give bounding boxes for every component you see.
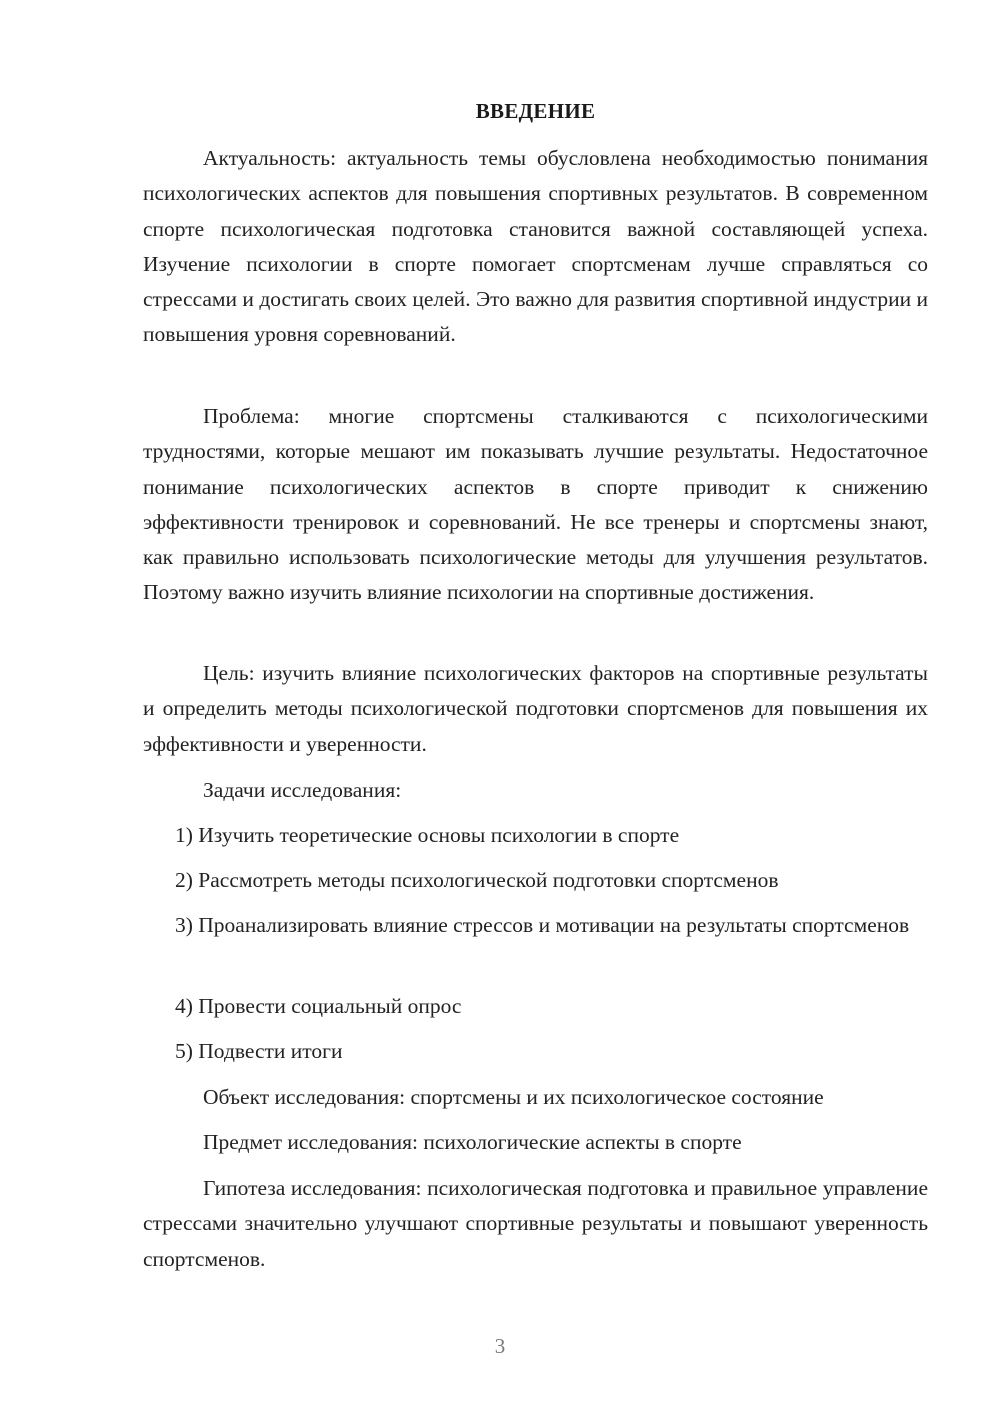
relevance-paragraph: Актуальность: актуальность темы обусловлена необходимостью понимания психологических аспектов для повышения спортивных результатов. В современном спорте психологическая подготовка становится важной составляющей успеха. Изучение психологии в спорте помогает спортсменам лучше справляться со стрессами и достигать своих целей. Это важно для развития спортивной индустрии и повышения уровня соревнований.: [143, 146, 928, 347]
object-paragraph: Объект исследования: спортсмены и их психологическое состояние: [203, 1085, 824, 1109]
tasks-heading-block: [143, 773, 928, 808]
tasks-heading: Задачи исследования:: [203, 778, 402, 802]
page-number: 3: [494, 1334, 506, 1358]
hypothesis-paragraph: Гипотеза исследования: психологическая подготовка и правильное управление стрессами значительно улучшают спортивные результаты и повышают уверенность спортсменов.: [143, 1176, 928, 1271]
task-item-5: 5) Подвести итоги: [175, 1039, 343, 1063]
goal-paragraph: Цель: изучить влияние психологических факторов на спортивные результаты и определить методы психологической подготовки спортсменов для повышения их эффективности и уверенности.: [143, 661, 928, 756]
task-item-2: 2) Рассмотреть методы психологической подготовки спортсменов: [175, 868, 779, 892]
task-item-4: 4) Провести социальный опрос: [175, 994, 462, 1018]
problem-paragraph-block: [143, 399, 928, 611]
subject-paragraph-block: [143, 1125, 928, 1160]
task-item-3: 3) Проанализировать влияние стрессов и мотивации на результаты спортсменов: [175, 913, 910, 937]
tasks-list-4: [143, 989, 928, 1024]
tasks-list-3: [143, 908, 928, 943]
tasks-list: [143, 818, 928, 853]
hypothesis-paragraph-block: [143, 1171, 928, 1277]
task-item-1: 1) Изучить теоретические основы психологии в спорте: [175, 823, 680, 847]
tasks-list-2: [143, 863, 928, 898]
page-title: ВВЕДЕНИЕ: [475, 99, 596, 123]
relevance-paragraph-block: [143, 141, 928, 353]
object-paragraph-block: [143, 1080, 928, 1115]
goal-paragraph-block: [143, 656, 928, 762]
problem-paragraph: Проблема: многие спортсмены сталкиваются с психологическими трудностями, которые мешают им показывать лучшие результаты. Недостаточное понимание психологических аспектов в спорте приводит к снижению эффективности тренировок и соревнований. Не все тренеры и спортсмены знают, как правильно использовать психологические методы для улучшения результатов. Поэтому важно изучить влияние психологии на спортивные достижения.: [143, 404, 928, 605]
tasks-list-5: [143, 1034, 928, 1069]
subject-paragraph: Предмет исследования: психологические аспекты в спорте: [203, 1130, 742, 1154]
